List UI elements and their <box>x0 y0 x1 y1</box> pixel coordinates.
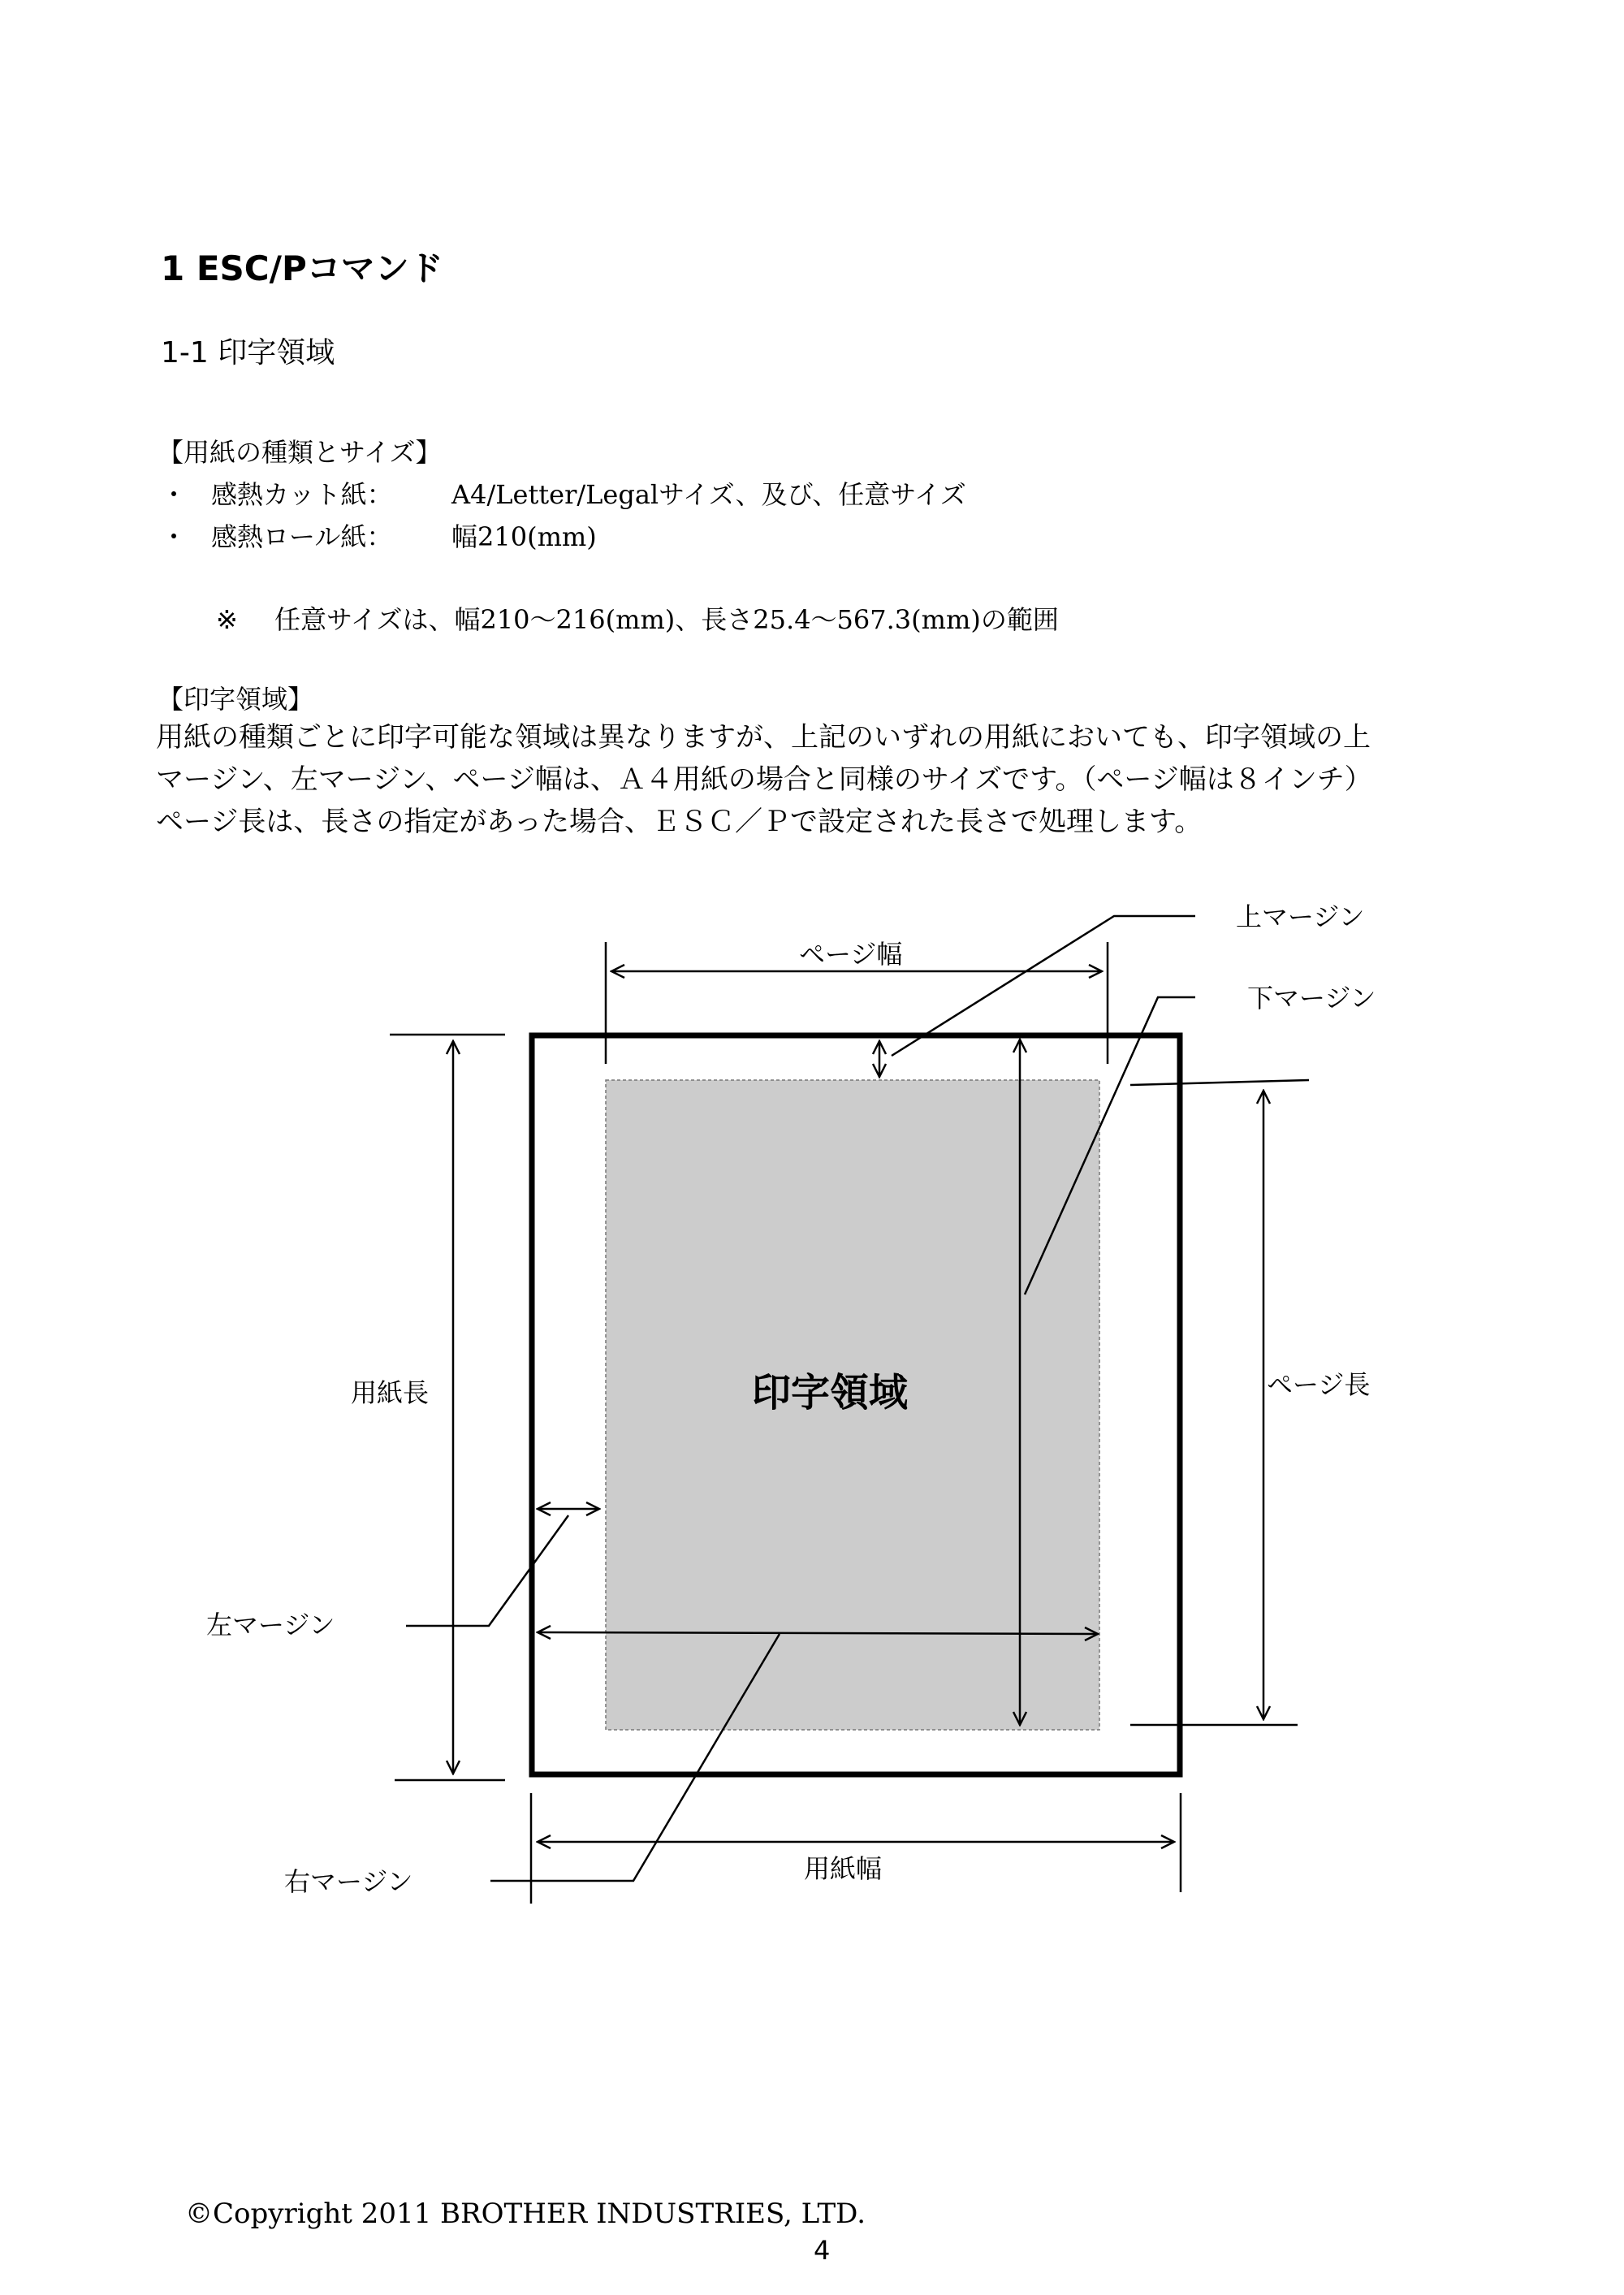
label-page-length: ページ長 <box>1267 1369 1371 1400</box>
bullet: ・ <box>161 479 188 510</box>
note-mark: ※ <box>216 604 238 635</box>
page-number: 4 <box>814 2235 831 2266</box>
label-top-margin: 上マージン <box>1236 901 1365 932</box>
paper-section-title: 【用紙の種類とサイズ】 <box>158 437 442 468</box>
label-paper-length: 用紙長 <box>351 1377 430 1408</box>
label-bottom-margin: 下マージン <box>1247 983 1376 1014</box>
paper-item-value-rest: サイズ、及び、任意サイズ <box>659 479 966 510</box>
print-area-section-title: 【印字領域】 <box>158 684 314 715</box>
label-left-margin: 左マージン <box>206 1610 335 1640</box>
label-page-width: ページ幅 <box>799 939 903 970</box>
label-paper-width: 用紙幅 <box>804 1853 883 1884</box>
paper-item-value: A4/Letter/Legal <box>451 479 659 510</box>
paper-item-value: 幅210(mm) <box>451 521 597 552</box>
print-area-center-label: 印字領域 <box>752 1370 909 1415</box>
page-length-ext-top <box>1130 1080 1309 1085</box>
copyright: ©Copyright 2011 BROTHER INDUSTRIES, LTD. <box>185 2198 866 2230</box>
section-heading: 1-1 印字領域 <box>161 336 335 370</box>
label-right-margin: 右マージン <box>284 1866 413 1897</box>
chapter-heading: 1 ESC/Pコマンド <box>161 249 443 288</box>
paper-item-label: 感熱ロール紙： <box>211 521 393 552</box>
bullet: ・ <box>161 521 188 552</box>
paper-item-label: 感熱カット紙： <box>211 479 393 510</box>
custom-size-note: ※ 任意サイズは、幅210～216(mm)、長さ25.4～567.3(mm)の範囲 <box>216 604 1059 635</box>
print-area-description: 用紙の種類ごとに印字可能な領域は異なりますが、上記のいずれの用紙においても、印字領域の上 マージン、左マージン、ページ幅は、Ａ４用紙の場合と同様のサイズです。（ページ幅は８インチ） ページ長は、長さの指定があった場合、ＥＳＣ／Ｐで設定された長さで処理します。 <box>156 721 1372 838</box>
left-margin-leader <box>406 1515 568 1626</box>
